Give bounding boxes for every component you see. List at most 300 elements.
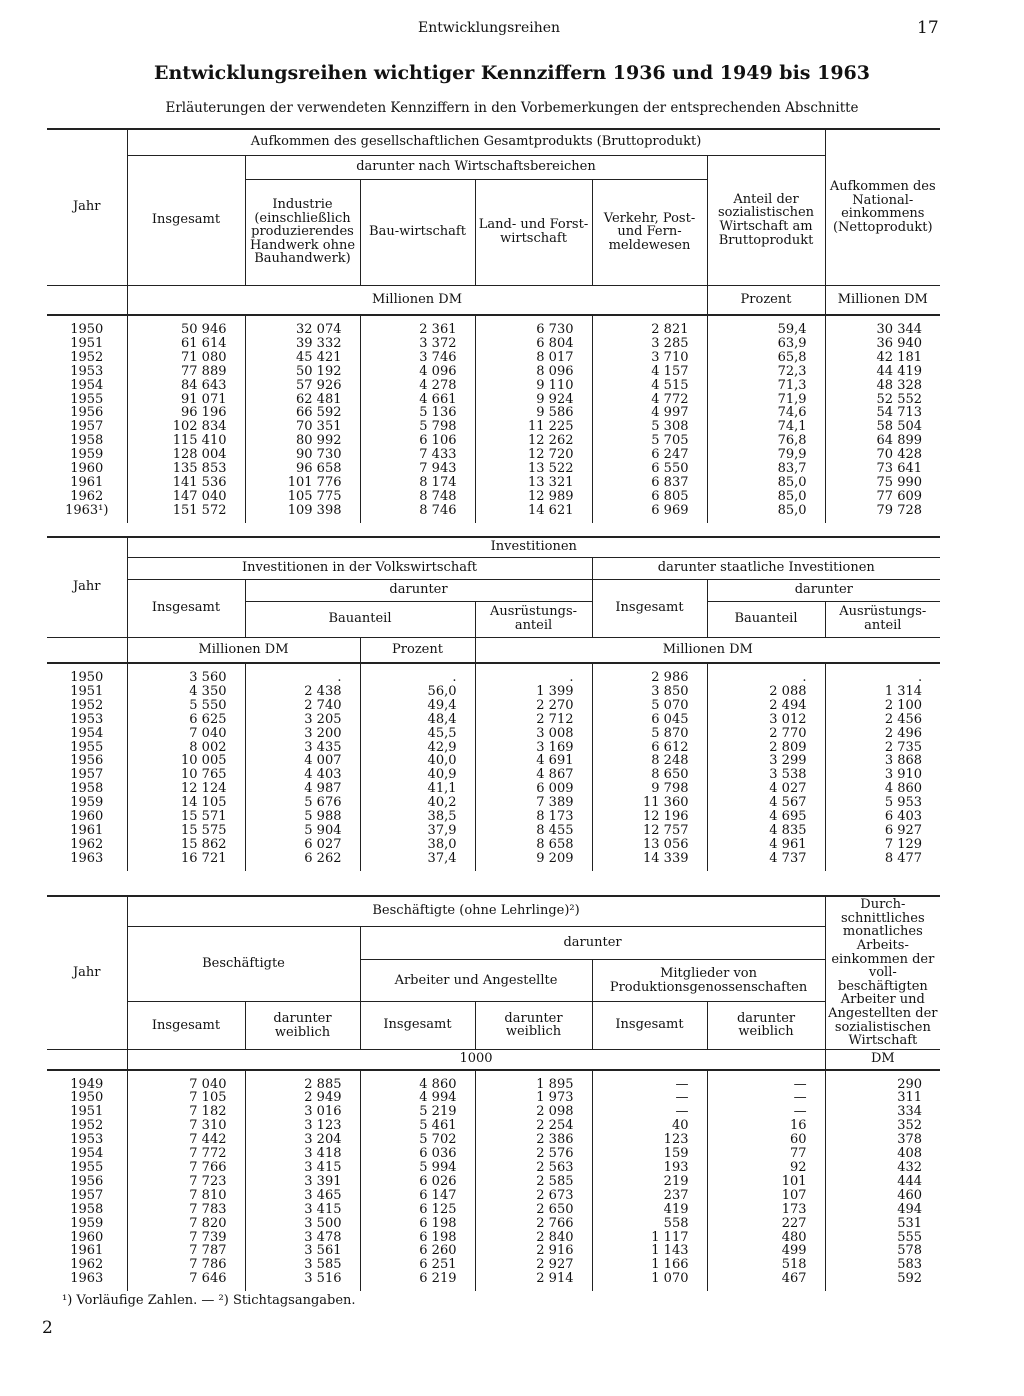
cell-value: 2 585 xyxy=(475,1175,592,1189)
cell-value: 77 609 xyxy=(825,490,940,504)
cell-value: 11 360 xyxy=(592,796,707,810)
cell-value: 4 695 xyxy=(707,810,825,824)
cell-value: 8 096 xyxy=(475,365,592,379)
cell-value: 4 867 xyxy=(475,768,592,782)
cell-value: 3 561 xyxy=(245,1244,360,1258)
cell-value: 7 786 xyxy=(127,1258,245,1272)
cell-value: 79 728 xyxy=(825,504,940,523)
table-row xyxy=(47,754,940,768)
cell-value: 74,1 xyxy=(707,420,825,434)
cell-value: 4 661 xyxy=(360,393,475,407)
cell-value: 4 835 xyxy=(707,824,825,838)
cell-value: 2 100 xyxy=(825,699,940,713)
cell-year: 1962 xyxy=(70,488,104,504)
cell-value: 12 720 xyxy=(475,448,592,462)
cell-value: 12 196 xyxy=(592,810,707,824)
cell-value: — xyxy=(592,1105,707,1119)
table-row xyxy=(47,1231,940,1245)
cell-year: 1954 xyxy=(70,1146,104,1162)
cell-year: 1960 xyxy=(70,809,104,825)
cell-value: — xyxy=(707,1105,825,1119)
cell-value: 63,9 xyxy=(707,337,825,351)
cell-value: 352 xyxy=(825,1119,940,1133)
cell-value: 419 xyxy=(592,1203,707,1217)
header-beschaeftigte-sub: Beschäftigte xyxy=(127,926,360,1002)
cell-value: 2 673 xyxy=(475,1189,592,1203)
cell-value: 7 442 xyxy=(127,1133,245,1147)
running-head: Entwicklungsreihen xyxy=(418,20,561,36)
cell-value: 6 612 xyxy=(592,741,707,755)
cell-value: 460 xyxy=(825,1189,940,1203)
cell-value: 135 853 xyxy=(127,462,245,476)
cell-value: 6 805 xyxy=(592,490,707,504)
cell-value: 7 810 xyxy=(127,1189,245,1203)
cell-value: 8 658 xyxy=(475,838,592,852)
cell-value: 173 xyxy=(707,1203,825,1217)
cell-value: — xyxy=(707,1091,825,1105)
table-row xyxy=(47,824,940,838)
cell-value: 4 987 xyxy=(245,782,360,796)
cell-value: 6 403 xyxy=(825,810,940,824)
table-row xyxy=(47,852,940,871)
cell-value: 101 776 xyxy=(245,476,360,490)
cell-value: 50 946 xyxy=(127,315,245,337)
cell-value: 6 026 xyxy=(360,1175,475,1189)
cell-value: 432 xyxy=(825,1161,940,1175)
cell-value: 9 209 xyxy=(475,852,592,871)
cell-value: 2 650 xyxy=(475,1203,592,1217)
cell-value: 36 940 xyxy=(825,337,940,351)
cell-value: 8 748 xyxy=(360,490,475,504)
cell-value: 592 xyxy=(825,1272,940,1291)
cell-value: 219 xyxy=(592,1175,707,1189)
cell-value: 3 372 xyxy=(360,337,475,351)
cell-value: 7 040 xyxy=(127,727,245,741)
unit-prozent: Prozent xyxy=(360,637,475,663)
col-header-weiblich-lpg: darunter weiblich xyxy=(707,1002,825,1050)
cell-value: 5 870 xyxy=(592,727,707,741)
table-row xyxy=(47,1244,940,1258)
cell-value: 1 117 xyxy=(592,1231,707,1245)
cell-value: 1 070 xyxy=(592,1272,707,1291)
cell-year: 1961 xyxy=(70,822,104,838)
table-row xyxy=(47,1070,940,1092)
col-header-weiblich-arbeiter: darunter weiblich xyxy=(475,1002,592,1050)
cell-value: 8 002 xyxy=(127,741,245,755)
cell-value: 60 xyxy=(707,1133,825,1147)
header-produktionsgenossenschaften: Mitglieder von Produktionsgenossenschaften xyxy=(592,960,825,1002)
cell-value: 8 017 xyxy=(475,351,592,365)
col-header-weiblich: darunter weiblich xyxy=(245,1002,360,1050)
cell-value: 4 691 xyxy=(475,754,592,768)
cell-value: 58 504 xyxy=(825,420,940,434)
cell-value: 6 106 xyxy=(360,434,475,448)
cell-value: 109 398 xyxy=(245,504,360,523)
cell-value: 96 658 xyxy=(245,462,360,476)
cell-value: 13 321 xyxy=(475,476,592,490)
cell-value: 518 xyxy=(707,1258,825,1272)
table-body xyxy=(47,315,940,523)
cell-value: 91 071 xyxy=(127,393,245,407)
cell-value: 37,9 xyxy=(360,824,475,838)
table-row xyxy=(47,337,940,351)
cell-value: 2 916 xyxy=(475,1244,592,1258)
cell-value: 3 391 xyxy=(245,1175,360,1189)
cell-value: 115 410 xyxy=(127,434,245,448)
table-row xyxy=(47,1189,940,1203)
table-row xyxy=(47,476,940,490)
cell-value: 92 xyxy=(707,1161,825,1175)
col-header-nationaleinkommen: Aufkommen des National-einkommens (Nettoprodukt) xyxy=(825,129,940,285)
cell-value: 10 005 xyxy=(127,754,245,768)
cell-value: 4 994 xyxy=(360,1091,475,1105)
cell-value: 7 105 xyxy=(127,1091,245,1105)
cell-year: 1951 xyxy=(70,1104,104,1120)
cell-year: 1961 xyxy=(70,1243,104,1259)
table-row xyxy=(47,434,940,448)
col-header-bauwirtschaft: Bau-wirtschaft xyxy=(360,179,475,285)
cell-value: 14 105 xyxy=(127,796,245,810)
cell-value: 4 278 xyxy=(360,379,475,393)
col-header-insgesamt-lpg: Insgesamt xyxy=(592,1002,707,1050)
cell-value: 3 169 xyxy=(475,741,592,755)
cell-value: 4 515 xyxy=(592,379,707,393)
cell-value: 494 xyxy=(825,1203,940,1217)
cell-year: 1963 xyxy=(70,1271,104,1287)
cell-value: 7 766 xyxy=(127,1161,245,1175)
table-row xyxy=(47,796,940,810)
cell-value: 8 455 xyxy=(475,824,592,838)
cell-year: 1962 xyxy=(70,836,104,852)
cell-value: 2 927 xyxy=(475,1258,592,1272)
cell-value: 583 xyxy=(825,1258,940,1272)
cell-value: 3 299 xyxy=(707,754,825,768)
cell-year: 1958 xyxy=(70,433,104,449)
cell-year: 1959 xyxy=(70,447,104,463)
table-row xyxy=(47,1119,940,1133)
cell-year: 1951 xyxy=(70,683,104,699)
col-header-insgesamt-staat: Insgesamt xyxy=(592,579,707,637)
table-row xyxy=(47,1203,940,1217)
unit-millionen-dm: Millionen DM xyxy=(127,637,360,663)
header-staatliche: darunter staatliche Investitionen xyxy=(592,557,940,579)
cell-value: 5 904 xyxy=(245,824,360,838)
table-row xyxy=(47,448,940,462)
cell-value: 2 740 xyxy=(245,699,360,713)
cell-value: 7 310 xyxy=(127,1119,245,1133)
cell-value: 227 xyxy=(707,1217,825,1231)
cell-value: 11 225 xyxy=(475,420,592,434)
col-header-bauanteil-staat: Bauanteil xyxy=(707,601,825,637)
col-header-jahr: Jahr xyxy=(47,537,127,637)
header-investitionen: Investitionen xyxy=(127,537,940,557)
cell-value: 6 198 xyxy=(360,1217,475,1231)
table-row xyxy=(47,810,940,824)
cell-value: 4 860 xyxy=(825,782,940,796)
cell-value: 3 746 xyxy=(360,351,475,365)
cell-value: 48,4 xyxy=(360,713,475,727)
cell-value: 578 xyxy=(825,1244,940,1258)
cell-value: 2 386 xyxy=(475,1133,592,1147)
table-row xyxy=(47,1133,940,1147)
cell-value: 558 xyxy=(592,1217,707,1231)
cell-value: 77 xyxy=(707,1147,825,1161)
cell-year: 1955 xyxy=(70,739,104,755)
cell-year: 1958 xyxy=(70,1201,104,1217)
cell-value: 147 040 xyxy=(127,490,245,504)
cell-value: 70 351 xyxy=(245,420,360,434)
table-row xyxy=(47,393,940,407)
cell-value: 3 285 xyxy=(592,337,707,351)
cell-value: — xyxy=(592,1091,707,1105)
cell-value: . xyxy=(825,663,940,685)
cell-value: 48 328 xyxy=(825,379,940,393)
signature-mark: 2 xyxy=(42,1318,53,1338)
cell-year: 1952 xyxy=(70,1118,104,1134)
cell-year: 1949 xyxy=(70,1076,104,1092)
cell-value: 8 174 xyxy=(360,476,475,490)
cell-value: 101 xyxy=(707,1175,825,1189)
cell-value: 2 885 xyxy=(245,1070,360,1092)
cell-year: 1960 xyxy=(70,461,104,477)
table-row xyxy=(47,768,940,782)
cell-value: 8 173 xyxy=(475,810,592,824)
cell-value: 9 110 xyxy=(475,379,592,393)
cell-value: 9 924 xyxy=(475,393,592,407)
cell-year: 1959 xyxy=(70,1215,104,1231)
cell-value: 444 xyxy=(825,1175,940,1189)
table-row xyxy=(47,663,940,685)
table-row xyxy=(47,420,940,434)
cell-value: 54 713 xyxy=(825,406,940,420)
cell-value: 3 200 xyxy=(245,727,360,741)
cell-value: 6 927 xyxy=(825,824,940,838)
cell-value: 80 992 xyxy=(245,434,360,448)
cell-value: 499 xyxy=(707,1244,825,1258)
cell-value: 12 262 xyxy=(475,434,592,448)
cell-value: 2 949 xyxy=(245,1091,360,1105)
cell-value: 15 571 xyxy=(127,810,245,824)
cell-value: 5 798 xyxy=(360,420,475,434)
cell-value: . xyxy=(245,663,360,685)
cell-value: 378 xyxy=(825,1133,940,1147)
cell-value: — xyxy=(707,1070,825,1092)
table-row xyxy=(47,1175,940,1189)
cell-value: 3 435 xyxy=(245,741,360,755)
cell-value: 2 456 xyxy=(825,713,940,727)
cell-value: 5 461 xyxy=(360,1119,475,1133)
cell-year: 1957 xyxy=(70,1187,104,1203)
cell-value: 14 621 xyxy=(475,504,592,523)
page-title: Entwicklungsreihen wichtiger Kennziffern 1936 und 1949 bis 1963 xyxy=(154,62,870,84)
cell-year: 1962 xyxy=(70,1257,104,1273)
header-beschaeftigte: Beschäftigte (ohne Lehrlinge)²) xyxy=(127,896,825,926)
cell-value: 141 536 xyxy=(127,476,245,490)
table-row xyxy=(47,406,940,420)
cell-value: 7 182 xyxy=(127,1105,245,1119)
cell-value: 3 478 xyxy=(245,1231,360,1245)
cell-value: 9 798 xyxy=(592,782,707,796)
cell-value: 4 860 xyxy=(360,1070,475,1092)
cell-value: 73 641 xyxy=(825,462,940,476)
cell-value: 39 332 xyxy=(245,337,360,351)
cell-value: 44 419 xyxy=(825,365,940,379)
cell-value: 30 344 xyxy=(825,315,940,337)
cell-value: 5 308 xyxy=(592,420,707,434)
cell-value: 2 494 xyxy=(707,699,825,713)
col-header-landwirtschaft: Land- und Forst-wirtschaft xyxy=(475,179,592,285)
cell-value: 2 735 xyxy=(825,741,940,755)
page-header xyxy=(0,18,1024,42)
cell-value: 72,3 xyxy=(707,365,825,379)
table-row xyxy=(47,1105,940,1119)
cell-value: 6 260 xyxy=(360,1244,475,1258)
table-row xyxy=(47,315,940,337)
cell-year: 1961 xyxy=(70,474,104,490)
cell-value: 3 868 xyxy=(825,754,940,768)
cell-year: 1954 xyxy=(70,377,104,393)
table-row xyxy=(47,838,940,852)
col-header-insgesamt-arbeiter: Insgesamt xyxy=(360,1002,475,1050)
cell-value: 71 080 xyxy=(127,351,245,365)
cell-value: 4 772 xyxy=(592,393,707,407)
cell-value: 5 705 xyxy=(592,434,707,448)
cell-value: 2 712 xyxy=(475,713,592,727)
cell-value: 6 625 xyxy=(127,713,245,727)
cell-value: 2 809 xyxy=(707,741,825,755)
unit-millionen-dm-2: Millionen DM xyxy=(475,637,940,663)
table-row xyxy=(47,1161,940,1175)
cell-value: 5 702 xyxy=(360,1133,475,1147)
cell-value: 7 783 xyxy=(127,1203,245,1217)
cell-value: 2 821 xyxy=(592,315,707,337)
table-investitionen xyxy=(47,536,940,871)
cell-value: 70 428 xyxy=(825,448,940,462)
cell-value: 2 914 xyxy=(475,1272,592,1291)
table-row xyxy=(47,1091,940,1105)
cell-value: 42,9 xyxy=(360,741,475,755)
cell-year: 1963 xyxy=(70,850,104,866)
cell-year: 1957 xyxy=(70,767,104,783)
cell-value: . xyxy=(475,663,592,685)
table-row xyxy=(47,1217,940,1231)
cell-year: 1950 xyxy=(70,1090,104,1106)
cell-value: 3 710 xyxy=(592,351,707,365)
cell-year: 1958 xyxy=(70,781,104,797)
cell-value: 8 650 xyxy=(592,768,707,782)
cell-value: 77 889 xyxy=(127,365,245,379)
cell-value: — xyxy=(592,1070,707,1092)
cell-value: . xyxy=(360,663,475,685)
cell-value: 2 766 xyxy=(475,1217,592,1231)
cell-value: 50 192 xyxy=(245,365,360,379)
cell-value: 4 403 xyxy=(245,768,360,782)
cell-value: 13 056 xyxy=(592,838,707,852)
cell-value: 59,4 xyxy=(707,315,825,337)
cell-value: 6 804 xyxy=(475,337,592,351)
cell-value: 45 421 xyxy=(245,351,360,365)
cell-value: 7 389 xyxy=(475,796,592,810)
cell-value: 56,0 xyxy=(360,685,475,699)
cell-value: 12 989 xyxy=(475,490,592,504)
cell-value: 6 550 xyxy=(592,462,707,476)
cell-value: 4 961 xyxy=(707,838,825,852)
cell-year: 1950 xyxy=(70,322,104,337)
cell-value: 3 415 xyxy=(245,1161,360,1175)
cell-value: 5 070 xyxy=(592,699,707,713)
cell-value: 66 592 xyxy=(245,406,360,420)
footnote: ¹) Vorläufige Zahlen. — ²) Stichtagsangaben. xyxy=(62,1293,356,1308)
cell-value: 6 251 xyxy=(360,1258,475,1272)
cell-value: 7 433 xyxy=(360,448,475,462)
cell-year: 1956 xyxy=(70,405,104,421)
cell-value: 3 585 xyxy=(245,1258,360,1272)
cell-value: 96 196 xyxy=(127,406,245,420)
table-gesamtprodukt xyxy=(47,128,940,523)
cell-value: 4 096 xyxy=(360,365,475,379)
cell-year: 1959 xyxy=(70,795,104,811)
cell-value: 3 016 xyxy=(245,1105,360,1119)
cell-value: 83,7 xyxy=(707,462,825,476)
cell-value: 4 027 xyxy=(707,782,825,796)
table-row xyxy=(47,1258,940,1272)
cell-value: 3 516 xyxy=(245,1272,360,1291)
cell-value: 8 746 xyxy=(360,504,475,523)
cell-value: 10 765 xyxy=(127,768,245,782)
cell-value: 6 036 xyxy=(360,1147,475,1161)
col-header-jahr: Jahr xyxy=(47,129,127,285)
cell-year: 1957 xyxy=(70,419,104,435)
cell-value: 290 xyxy=(825,1070,940,1092)
cell-value: 151 572 xyxy=(127,504,245,523)
table-row xyxy=(47,351,940,365)
cell-value: 6 045 xyxy=(592,713,707,727)
cell-value: 85,0 xyxy=(707,504,825,523)
cell-value: 40,2 xyxy=(360,796,475,810)
cell-value: 1 143 xyxy=(592,1244,707,1258)
cell-value: 3 560 xyxy=(127,663,245,685)
cell-value: 65,8 xyxy=(707,351,825,365)
cell-value: 37,4 xyxy=(360,852,475,871)
cell-value: 6 247 xyxy=(592,448,707,462)
cell-value: 9 586 xyxy=(475,406,592,420)
cell-value: 2 840 xyxy=(475,1231,592,1245)
cell-value: 5 994 xyxy=(360,1161,475,1175)
cell-value: 334 xyxy=(825,1105,940,1119)
cell-value: 4 997 xyxy=(592,406,707,420)
cell-value: 193 xyxy=(592,1161,707,1175)
cell-value: 3 538 xyxy=(707,768,825,782)
table-row xyxy=(47,1147,940,1161)
cell-value: 16 721 xyxy=(127,852,245,871)
cell-value: 84 643 xyxy=(127,379,245,393)
cell-value: 71,3 xyxy=(707,379,825,393)
cell-value: 7 040 xyxy=(127,1070,245,1092)
cell-value: 2 576 xyxy=(475,1147,592,1161)
cell-value: 8 248 xyxy=(592,754,707,768)
table-row xyxy=(47,699,940,713)
cell-year: 1953 xyxy=(70,711,104,727)
cell-year: 1960 xyxy=(70,1229,104,1245)
cell-value: 555 xyxy=(825,1231,940,1245)
cell-value: 40 xyxy=(592,1119,707,1133)
cell-value: 3 418 xyxy=(245,1147,360,1161)
cell-value: 32 074 xyxy=(245,315,360,337)
cell-value: 1 973 xyxy=(475,1091,592,1105)
cell-value: 7 739 xyxy=(127,1231,245,1245)
cell-value: 12 757 xyxy=(592,824,707,838)
unit-tausend: 1000 xyxy=(127,1050,825,1070)
